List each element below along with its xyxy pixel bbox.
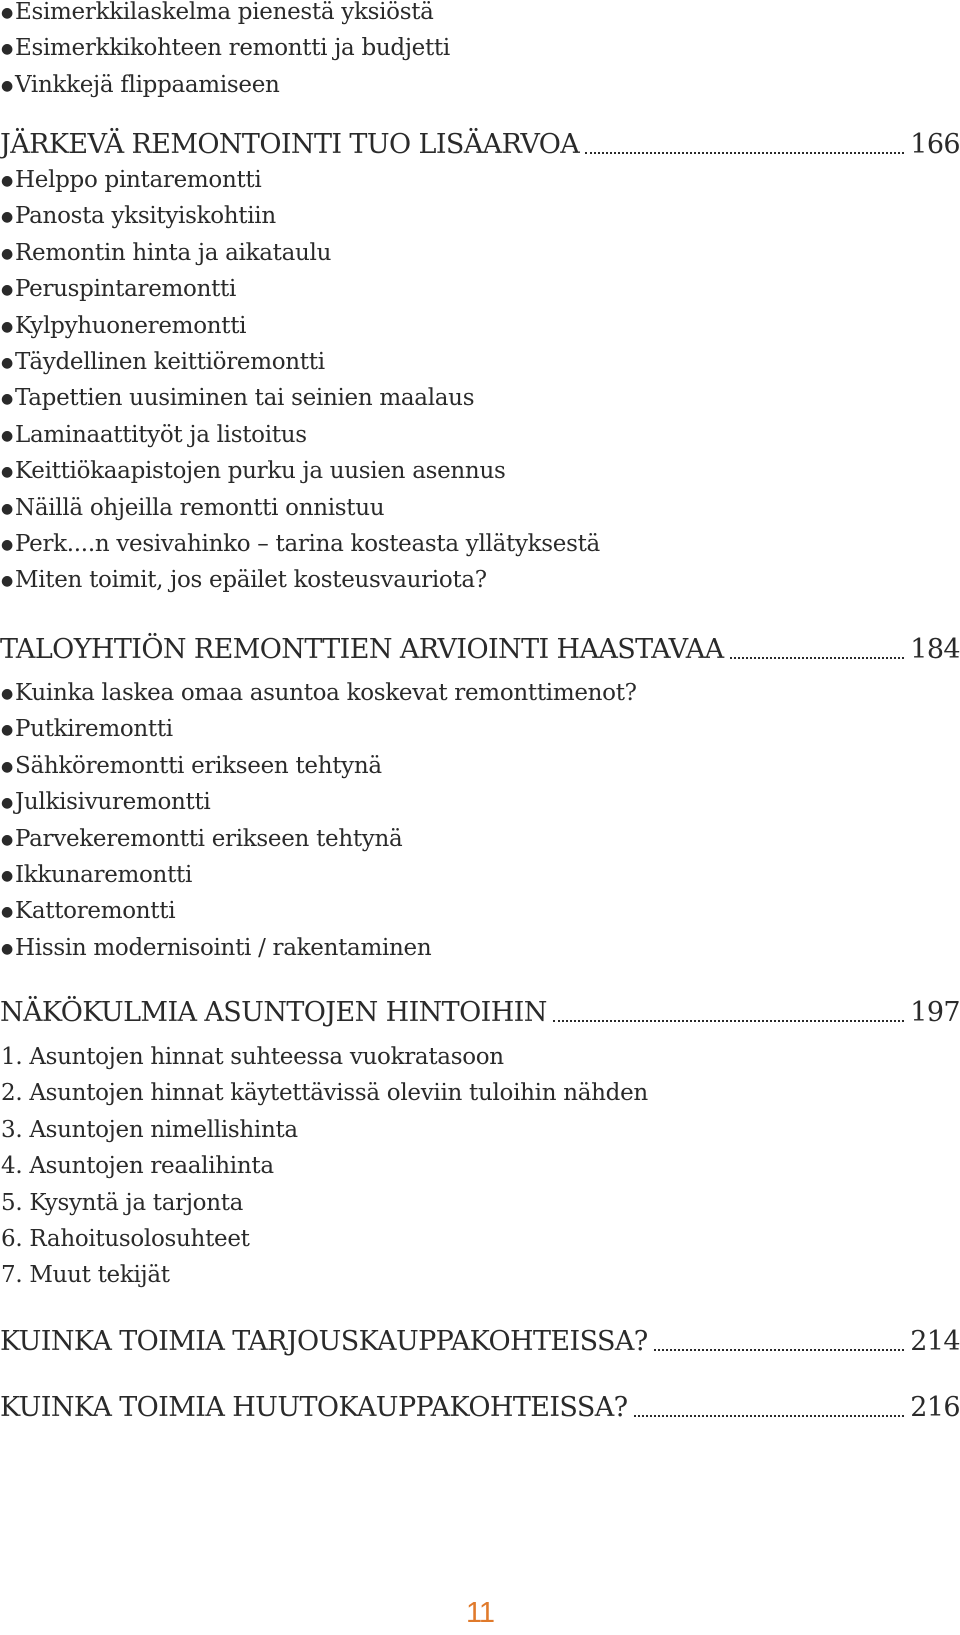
toc-heading-tarjouskauppakohteet[interactable] <box>0 1323 960 1361</box>
toc-heading-taloyhtion-remontit[interactable] <box>0 631 960 669</box>
toc-subitem: ●Laminaattityöt ja listoitus <box>0 417 960 453</box>
toc-heading-page: 184 <box>910 634 960 665</box>
toc-heading-page: 214 <box>910 1326 960 1357</box>
toc-numbered-item: 5. Kysyntä ja tarjonta <box>1 1189 244 1216</box>
toc-section-list <box>0 162 960 599</box>
bullet-icon: ● <box>1 464 13 481</box>
bullet-icon: ● <box>1 722 13 739</box>
toc-subitem: ●Panosta yksityiskohtiin <box>0 198 960 234</box>
toc-subitem: ●Sähköremontti erikseen tehtynä <box>0 748 960 784</box>
toc-heading-huutokauppakohteet[interactable] <box>0 1389 960 1427</box>
bullet-icon: ● <box>1 427 13 444</box>
bullet-icon: ● <box>1 795 13 812</box>
toc-subitem: ●Helppo pintaremontti <box>0 162 960 198</box>
toc-section-list <box>0 675 960 966</box>
toc-numbered-item: 7. Muut tekijät <box>1 1262 170 1289</box>
toc-numbered-item: 4. Asuntojen reaalihinta <box>1 1153 274 1180</box>
toc-numbered-item: 1. Asuntojen hinnat suhteessa vuokratasoon <box>1 1044 504 1070</box>
toc-subitem: ●Kuinka laskea omaa asuntoa koskevat remonttimenot? <box>0 675 960 711</box>
toc-subitem: ●Remontin hinta ja aikataulu <box>0 235 960 271</box>
dot-leader <box>553 1020 905 1022</box>
bullet-icon: ● <box>1 536 13 553</box>
bullet-icon: ● <box>1 831 13 848</box>
toc-heading-nakokulmia-hintoihin[interactable] <box>0 994 960 1032</box>
toc-numbered-item: 2. Asuntojen hinnat käytettävissä oleviin tuloihin nähden <box>1 1080 648 1107</box>
bullet-icon: ● <box>1 354 13 371</box>
toc-subitem: ●Keittiökaapistojen purku ja uusien asennus <box>0 453 960 489</box>
toc-heading-title: JÄRKEVÄ REMONTOINTI TUO LISÄARVOA <box>0 129 580 160</box>
page-number: 11 <box>465 1597 495 1629</box>
bullet-icon: ● <box>1 758 13 775</box>
toc-numbered-item: 6. Rahoitusolosuhteet <box>1 1225 250 1252</box>
toc-subitem: ●Näillä ohjeilla remontti onnistuu <box>0 490 960 526</box>
toc-subitem: ●Vinkkejä flippaamiseen <box>0 67 960 103</box>
toc-subitem: ●Julkisivuremontti <box>0 784 960 820</box>
bullet-icon: ● <box>1 940 13 957</box>
dot-leader <box>654 1349 905 1351</box>
toc-subitem: ●Kattoremontti <box>0 893 960 929</box>
toc-subitem: ●Parvekeremontti erikseen tehtynä <box>0 821 960 857</box>
bullet-icon: ● <box>1 391 13 408</box>
bullet-icon: ● <box>1 41 13 58</box>
bullet-icon: ● <box>1 173 13 189</box>
toc-heading-jarkeva-remontointi[interactable] <box>0 126 960 164</box>
toc-subitem: ●Esimerkkilaskelma pienestä yksiöstä <box>0 0 960 30</box>
toc-subitem: ●Peruspintaremontti <box>0 271 960 307</box>
toc-subitem: ●Kylpyhuoneremontti <box>0 308 960 344</box>
toc-subitem: ●Hissin modernisointi / rakentaminen <box>0 930 960 966</box>
bullet-icon: ● <box>1 77 13 94</box>
bullet-icon: ● <box>1 500 13 517</box>
toc-heading-title: TALOYHTIÖN REMONTTIEN ARVIOINTI HAASTAVAA <box>0 634 724 665</box>
toc-subitem: ●Tapettien uusiminen tai seinien maalaus <box>0 380 960 416</box>
toc-continuation-list <box>0 0 960 103</box>
toc-subitem: ●Täydellinen keittiöremontti <box>0 344 960 380</box>
toc-subitem: ●Esimerkkikohteen remontti ja budjetti <box>0 30 960 66</box>
bullet-icon: ● <box>1 209 13 226</box>
toc-subitem: ●Miten toimit, jos epäilet kosteusvauriota? <box>0 562 960 598</box>
bullet-icon: ● <box>1 5 13 21</box>
bullet-icon: ● <box>1 282 13 299</box>
bullet-icon: ● <box>1 867 13 884</box>
bullet-icon: ● <box>1 318 13 335</box>
bullet-icon: ● <box>1 245 13 262</box>
bullet-icon: ● <box>1 686 13 702</box>
toc-heading-page: 166 <box>910 129 960 160</box>
toc-heading-page: 216 <box>910 1392 960 1423</box>
dot-leader <box>730 657 905 659</box>
bullet-icon: ● <box>1 904 13 921</box>
toc-heading-title: KUINKA TOIMIA HUUTOKAUPPAKOHTEISSA? <box>0 1392 628 1423</box>
dot-leader <box>634 1415 905 1417</box>
toc-heading-title: NÄKÖKULMIA ASUNTOJEN HINTOIHIN <box>0 997 547 1028</box>
toc-numbered-item: 3. Asuntojen nimellishinta <box>1 1116 298 1143</box>
toc-subitem: ●Putkiremontti <box>0 711 960 747</box>
toc-subitem: ●Perk....n vesivahinko – tarina kosteasta yllätyksestä <box>0 526 960 562</box>
toc-subitem: ●Ikkunaremontti <box>0 857 960 893</box>
bullet-icon: ● <box>1 573 13 590</box>
toc-heading-title: KUINKA TOIMIA TARJOUSKAUPPAKOHTEISSA? <box>0 1326 648 1357</box>
toc-heading-page: 197 <box>910 997 960 1028</box>
toc-section-list <box>0 1039 960 1294</box>
dot-leader <box>585 152 904 154</box>
